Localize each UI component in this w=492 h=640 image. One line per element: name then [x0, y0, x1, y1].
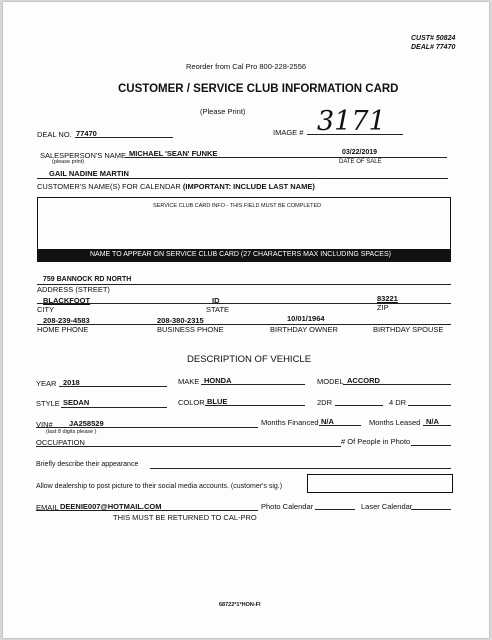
year-label: YEAR: [36, 379, 57, 388]
email-label: EMAIL: [36, 503, 59, 512]
year-line: [59, 386, 167, 387]
service-club-footer-text: NAME TO APPEAR ON SERVICE CLUB CARD (27 CHARACTERS MAX INCLUDING SPACES): [90, 251, 391, 258]
image-number-line: [307, 134, 403, 135]
months-leased-value: N/A: [426, 417, 439, 426]
style-line: [61, 407, 167, 408]
deal-number-line: [75, 137, 173, 138]
street-label: ADDRESS (STREET): [37, 285, 110, 294]
model-label: MODEL: [317, 377, 344, 386]
vin-note: (last 8 digits please ): [46, 429, 97, 435]
months-leased-label: Months Leased: [369, 418, 421, 427]
cust-number: CUST# 50824: [411, 35, 456, 42]
vehicle-section-title: DESCRIPTION OF VEHICLE: [187, 354, 312, 365]
reorder-note: Reorder from Cal Pro 800-228-2556: [186, 62, 307, 71]
business-phone-value: 208-380-2315: [157, 316, 204, 325]
information-card-page: [3, 2, 489, 638]
year-value: 2018: [63, 378, 80, 387]
make-value: HONDA: [204, 376, 232, 385]
social-media-signature-box[interactable]: [307, 474, 453, 493]
state-label: STATE: [206, 305, 230, 314]
date-of-sale-value: 03/22/2019: [342, 149, 378, 156]
style-label: STYLE: [36, 399, 60, 408]
occupation-label: OCCUPATION: [36, 438, 85, 447]
salesperson-line: [125, 157, 447, 158]
form-code: 68722*1*HON-FI: [219, 602, 261, 608]
home-phone-value: 208-239-4583: [43, 316, 90, 325]
two-door-label: 2DR: [317, 398, 333, 407]
street-value: 759 BANNOCK RD NORTH: [43, 276, 132, 283]
model-line: [343, 384, 451, 385]
two-door-line[interactable]: [335, 405, 383, 406]
months-financed-line: [319, 425, 361, 426]
birthday-owner-value: 10/01/1964: [287, 314, 325, 323]
months-financed-label: Months Financed: [261, 418, 319, 427]
birthday-owner-label: BIRTHDAY OWNER: [270, 325, 338, 334]
four-door-line[interactable]: [408, 405, 451, 406]
occupation-line[interactable]: [36, 446, 341, 447]
deal-number-label: DEAL NO.: [37, 130, 72, 139]
home-phone-label: HOME PHONE: [37, 325, 89, 334]
service-club-instruction: SERVICE CLUB CARD INFO - THIS FIELD MUST BE COMPLETED: [153, 203, 322, 209]
months-leased-line: [423, 425, 451, 426]
vin-label: VIN#: [36, 420, 53, 429]
laser-calendar-label: Laser Calendar: [361, 502, 413, 511]
form-title: CUSTOMER / SERVICE CLUB INFORMATION CARD: [118, 83, 399, 95]
color-label: COLOR: [178, 398, 205, 407]
please-print-note: (Please Print): [200, 107, 246, 116]
customer-name-value: GAIL NADINE MARTIN: [49, 169, 129, 178]
salesperson-label: SALESPERSON'S NAME: [40, 151, 127, 160]
business-phone-label: BUSINESS PHONE: [157, 325, 224, 334]
date-of-sale-label: DATE OF SALE: [339, 159, 382, 165]
salesperson-value: MICHAEL 'SEAN' FUNKE: [129, 149, 218, 158]
salesperson-please-print: (please print): [52, 159, 85, 165]
service-club-footer-bar: [38, 249, 450, 261]
zip-value: 83221: [377, 294, 398, 303]
state-value: ID: [212, 296, 220, 305]
laser-calendar-line[interactable]: [411, 509, 451, 510]
appearance-label: Briefly describe their appearance: [36, 461, 139, 468]
city-state-zip-line: [37, 303, 451, 304]
make-label: MAKE: [178, 377, 200, 386]
people-in-photo-label: # Of People in Photo: [341, 437, 411, 446]
zip-label: ZIP: [377, 303, 389, 312]
four-door-label: 4 DR: [389, 398, 407, 407]
model-value: ACCORD: [347, 376, 380, 385]
city-value: BLACKFOOT: [43, 296, 91, 305]
color-value: BLUE: [207, 397, 228, 406]
style-value: SEDAN: [63, 398, 90, 407]
email-value: DEENIE007@HOTMAIL.COM: [60, 502, 162, 511]
photo-calendar-line[interactable]: [315, 509, 355, 510]
months-financed-value: N/A: [321, 417, 334, 426]
deal-number-value: 77470: [76, 129, 97, 138]
email-line: [36, 510, 258, 511]
vin-line: [36, 427, 258, 428]
city-label: CITY: [37, 305, 55, 314]
customer-name-line: [37, 178, 448, 179]
service-club-card-box[interactable]: [37, 197, 451, 262]
birthday-spouse-label: BIRTHDAY SPOUSE: [373, 325, 444, 334]
deal-number-top: DEAL# 77470: [411, 44, 456, 51]
return-note: THIS MUST BE RETURNED TO CAL-PRO: [113, 513, 257, 522]
people-in-photo-line[interactable]: [411, 445, 451, 446]
vin-value: JA258529: [69, 419, 104, 428]
image-number-handwritten: 3171: [317, 106, 386, 137]
appearance-line[interactable]: [150, 468, 451, 469]
color-line: [205, 405, 305, 406]
make-line: [201, 384, 305, 385]
customer-name-label: CUSTOMER'S NAME(S) FOR CALENDAR: [37, 182, 183, 191]
customer-name-important: (IMPORTANT: INCLUDE LAST NAME): [182, 182, 315, 191]
photo-calendar-label: Photo Calendar: [261, 502, 314, 511]
image-number-label: IMAGE #: [273, 128, 304, 137]
social-media-label: Allow dealership to post picture to their social media accounts. (customer's sig.): [36, 483, 283, 490]
